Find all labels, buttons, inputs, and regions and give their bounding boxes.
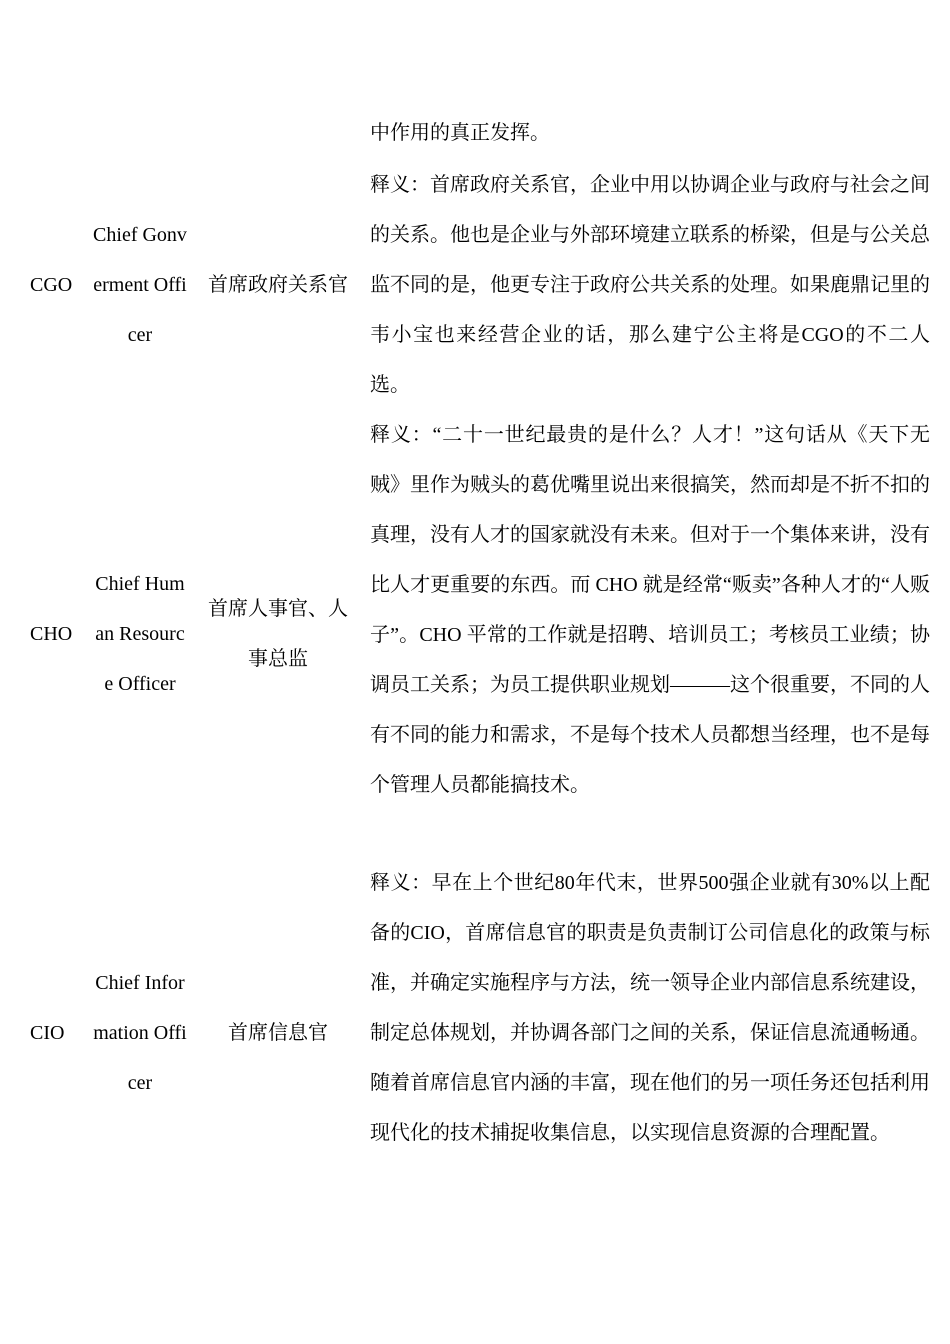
chinese-title-cell [204,858,352,1208]
table-row-cio [0,858,950,1208]
abbr-cell: CHO [30,623,73,645]
description-text: 释义：早在上个世纪80年代末，世界500强企业就有30%以上配备的CIO，首席信息官的职责是负责制订公司信息化的政策与标准，并确定实施程序与方法，统一领导企业内部信息系统建设，制定总体规划，并协调各部门之间的关系，保证信息流通畅通。随着首席信息官内涵的丰富，现在他们的另一项任务还包括利用现代化的技术捕捉收集信息，以实现信息资源的合理配置。 [370,872,930,1144]
description-text: 释义：“二十一世纪最贵的是什么？人才！”这句话从《天下无贼》里作为贼头的葛优嘴里说出来很搞笑，然而却是不折不扣的真理，没有人才的国家就没有未来。但对于一个集体来讲，没有比人才更重要的东西。而 CHO 就是经常“贩卖”各种人才的“人贩子”。CHO 平常的工作就是招聘、培训员工；考核员工业绩；协调员工关系；为员工提供职业规划———这个很重要，不同的人有不同的能力和需求，不是每个技术人员都想当经理，也不是每个管理人员都能搞技术。 [370,424,930,796]
table-row-cho [0,410,950,858]
continuation-text: 中作用的真正发挥。 [370,122,550,144]
chinese-title-cell [204,410,352,858]
abbr-cell: CIO [30,1022,65,1044]
english-title-cell [92,858,188,1208]
english-title: Chief Gonverment Officer [93,224,187,346]
abbr-cell: CGO [30,274,73,296]
english-title: Chief Information Officer [93,972,187,1094]
chinese-title: 首席政府关系官 [208,274,348,296]
description-cell [370,410,930,858]
english-title-cell [92,410,188,858]
chinese-title: 首席人事官、人事总监 [208,598,348,670]
description-cell [370,858,930,1208]
english-title: Chief Human Resource Officer [95,573,185,695]
description-cell [370,160,930,410]
description-text: 释义：首席政府关系官，企业中用以协调企业与政府与社会之间的关系。他也是企业与外部环境建立联系的桥梁，但是与公关总监不同的是，他更专注于政府公共关系的处理。如果鹿鼎记里的韦小宝也来经营企业的话，那么建宁公主将是CGO的不二人选。 [370,174,930,396]
chinese-title: 首席信息官 [228,1022,328,1044]
english-title-cell [92,160,188,410]
chinese-title-cell [204,160,352,410]
table-row-cgo [0,160,950,410]
